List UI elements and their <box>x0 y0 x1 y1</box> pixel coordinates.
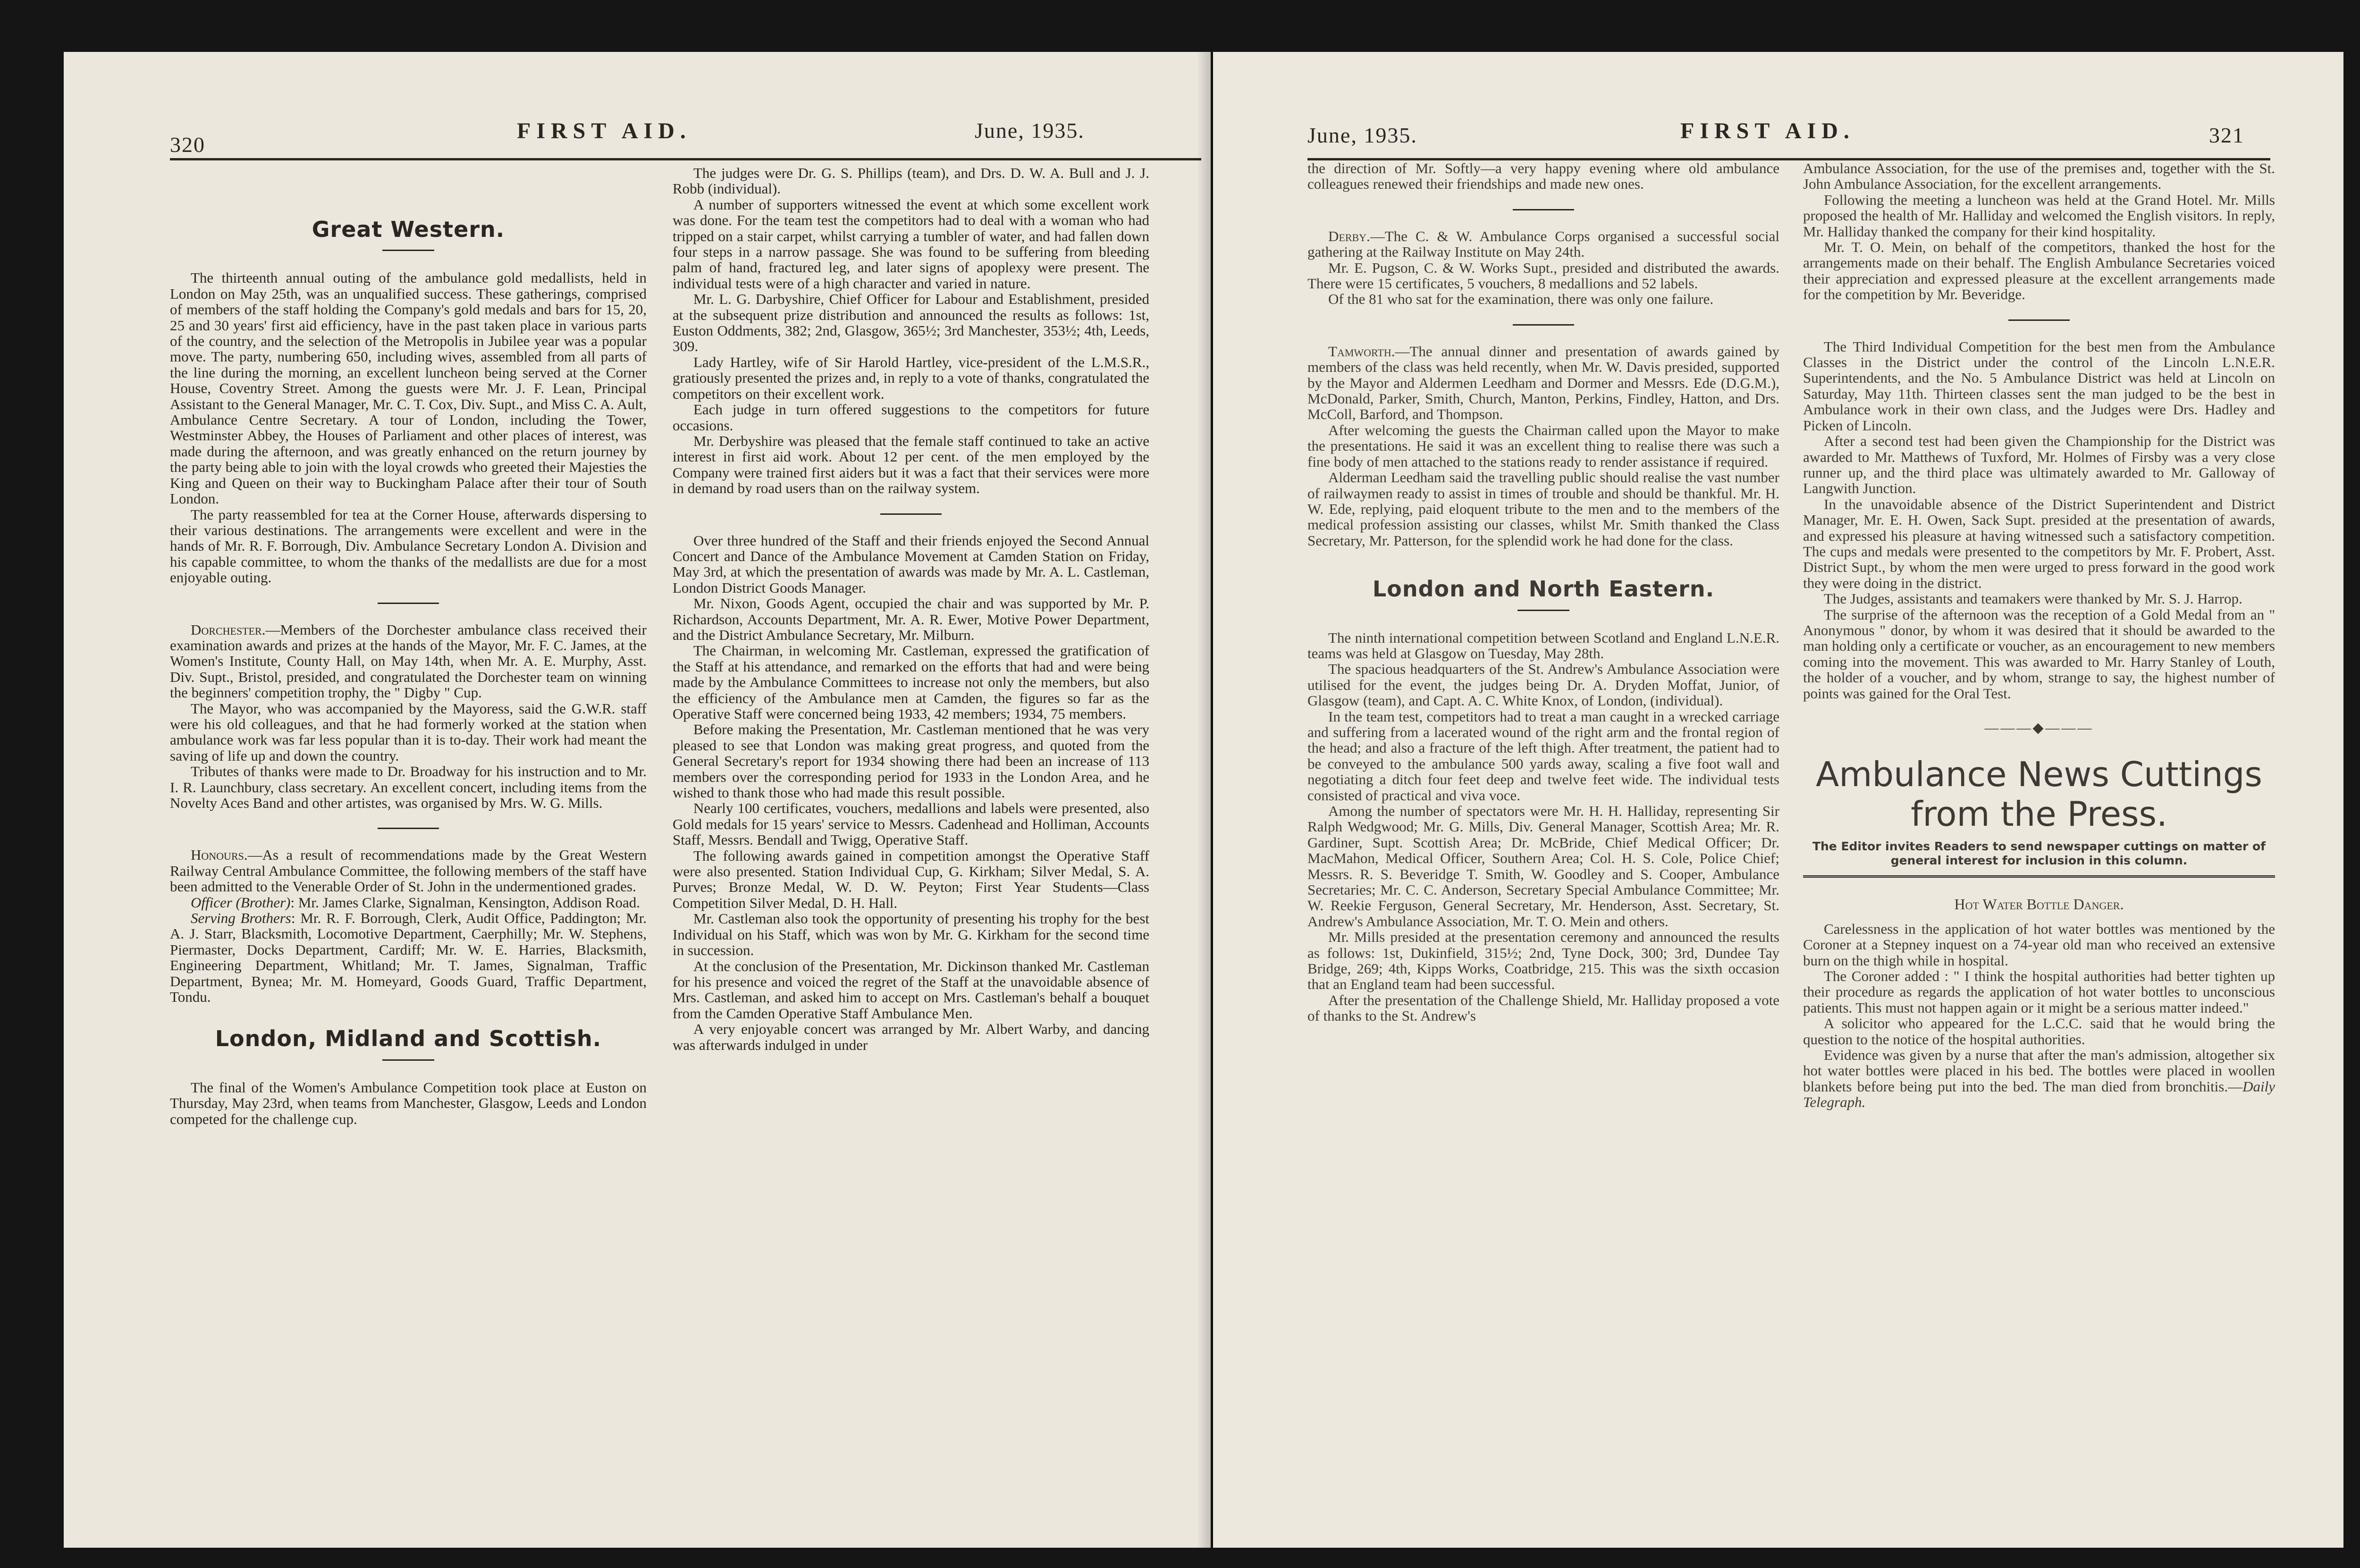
paragraph: In the unavoidable absence of the District Superintendent and District Manager, Mr. E. H. Owen, Sack Supt. presided at the presentation of awards, and expressed his pleasure at having witnessed such a satisfactory competition. The cups and medals were presented to the competitors by Mr. F. Probert, Asst. District Supt., by whom the men were urged to press forward in the good work they were doing in the district. <box>1803 495 2275 591</box>
paragraph: Of the 81 who sat for the examination, there was only one failure. <box>1328 291 1714 308</box>
left-running-head <box>64 113 1211 170</box>
right-page <box>1213 52 2343 1548</box>
paragraph: Mr. T. O. Mein, on behalf of the competitors, thanked the host for the arrangements made on their behalf. The English Ambulance Secretaries voiced their appreciation and expressed pleasure at the excellent arrangements made for the competition by Mr. Beveridge. <box>1803 239 2275 303</box>
paragraph: The following awards gained in competition amongst the Operative Staff were also presented. Station Individual Cup, G. Kirkham; Silver Medal, S. A. Purves; Bronze Medal, W. D. W. Peyton; First Year Students—Class Competition Silver Medal, D. H. Hall. <box>673 847 1149 911</box>
paragraph: Ambulance Association, for the use of the premises and, together with the St. John Ambulance Association, for the excellent arrangements. <box>1803 160 2275 193</box>
separator <box>2008 319 2070 321</box>
column-1 <box>170 193 647 1127</box>
paragraph: After the presentation of the Challenge Shield, Mr. Halliday proposed a vote of thanks to the St. Andrew's <box>1307 991 1779 1024</box>
issue-date-right: June, 1935. <box>1307 123 1417 147</box>
grade-lead: Officer (Brother) <box>191 894 291 911</box>
paragraph: Alderman Leedham said the travelling public should realise the vast number of railwaymen ready to assist in times of trouble and should be thankful. Mr. H. W. Ede, replying, paid eloquent tribute to the men and to the members of the medical profession assisting our classes, whilst Mr. Smith thanked the Class Secretary, Mr. Patterson, for the splendid work he had done for the class. <box>1307 469 1779 549</box>
paragraph: The Mayor, who was accompanied by the Mayoress, said the G.W.R. staff were his old colleagues, and that he had formerly worked at the station when ambulance work was far less popular than it is to-day. Their work had meant the saving of life up and down the country. <box>170 700 647 764</box>
separator <box>378 603 439 604</box>
grade-lead: Serving Brothers <box>191 910 291 927</box>
paragraph: Mr. Derbyshire was pleased that the female staff continued to take an active interest in first aid work. About 12 per cent. of the men employed by the Company were trained first aiders but it was a fact that their services were more in demand by road users than on the railway system. <box>673 432 1149 497</box>
paragraph <box>1803 1047 2275 1110</box>
column-2 <box>673 165 1149 1053</box>
section-heading-lner: London and North Eastern. <box>1372 576 1715 602</box>
running-title-right: FIRST AID. <box>1680 118 1855 143</box>
paragraph: Over three hundred of the Staff and their friends enjoyed the Second Annual Concert and Dance of the Ambulance Movement at Camden Station on Friday, May 3rd, at which the presentation of awards was made by Mr. A. L. Castleman, London District Goods Manager. <box>673 532 1149 596</box>
page-number-left: 320 <box>170 133 205 157</box>
column-4 <box>1803 160 2275 1110</box>
paragraph: The thirteenth annual outing of the ambulance gold medallists, held in London on May 25th, was an unqualified success. These gatherings, comprised of members of the staff holding the Company's gold medals and bars for 15, 20, 25 and 30 years' first aid efficiency, have in the past taken place in various parts of the country, and the selection of the Metropolis in Jubilee year was a popular move. The party, numbering 650, including wives, assembled from all parts of the line during the morning, an excellent luncheon being served at the Corner House, Coventry Street. Among the guests were Mr. J. F. Lean, Principal Assistant to the General Manager, Mr. C. T. Cox, Div. Supt., and Miss C. A. Ault, Ambulance Centre Secretary. A tour of London, including the Tower, Westminster Abbey, the Houses of Parliament and other places of interest, was made during the afternoon, and was greatly enhanced on the return journey by the party being able to join with the loyal crowds who greeted their Majesties the King and Queen on their way to Buckingham Palace after their tour of South London. <box>170 269 647 507</box>
paragraph: A solicitor who appeared for the L.C.C. said that he would bring the question to the notice of the hospital authorities. <box>1803 1015 2275 1048</box>
paragraph: A number of supporters witnessed the event at which some excellent work was done. For the team test the competitors had to deal with a woman who had tripped on a stair carpet, whilst carrying a tumbler of water, and had fallen down four steps in a narrow passage. She was found to be suffering from bleeding palm of hand, fractured leg, and later signs of apoplexy were present. The individual tests were of a high character and varied in nature. <box>673 196 1149 292</box>
paragraph: The Coroner added : " I think the hospital authorities had better tighten up their procedure as regards the application of hot water bottles to unconscious patients. This must not happen again or it might be a serious matter indeed." <box>1803 968 2275 1016</box>
running-title-left: FIRST AID. <box>517 118 691 143</box>
paragraph-text: —Members of the Dorchester ambulance class received their examination awards and prizes at the hands of the Mayor, Mr. F. C. James, at the Women's Institute, County Hall, on May 14th, when Mr. A. E. Murphy, Asst. Div. Supt., Bristol, presided, and congratulated the Dorchester team on winning the beginners' competition trophy, the " Digby " Cup. <box>170 621 647 701</box>
paragraph: The Judges, assistants and teamakers were thanked by Mr. S. J. Harrop. <box>1824 590 2242 607</box>
feature-title-line-2: from the Press. <box>1911 794 2167 834</box>
feature-rule <box>1803 875 2275 878</box>
paragraph: After a second test had been given the Championship for the District was awarded to Mr. Matthews of Tuxford, Mr. Holmes of Firsby was a very close runner up, and the third place was ultimately awarded to Mr. Galloway of Langwith Junction. <box>1803 433 2275 497</box>
separator <box>1513 209 1574 210</box>
paragraph <box>170 895 647 910</box>
paragraph-text: Evidence was given by a nurse that after the man's admission, altogether six hot water bottles were placed in his bed. The bottles were placed in woollen blankets before being put into the bed. The man died from bronchitis.— <box>1803 1047 2275 1095</box>
paragraph: The ninth international competition between Scotland and England L.N.E.R. teams was held at Glasgow on Tuesday, May 28th. <box>1307 629 1779 662</box>
paragraph: Mr. Castleman also took the opportunity of presenting his trophy for the best Individual on his Staff, which was won by Mr. G. Kirkham for the second time in succession. <box>673 910 1149 959</box>
section-heading-lms: London, Midland and Scottish. <box>215 1026 602 1052</box>
paragraph: Mr. Mills presided at the presentation ceremony and announced the results as follows: 1st, Dukinfield, 315½; 2nd, Tyne Dock, 300; 3rd, Dundee Tay Bridge, 269; 4th, Kipps Works, Coatbridge, 215. This was the sixth occasion that an England team had been successful. <box>1307 929 1779 993</box>
column-3 <box>1307 160 1779 1024</box>
place-lead: Derby. <box>1328 227 1370 244</box>
paragraph-text: —The C. & W. Ambulance Corps organised a successful social gathering at the Railway Institute on May 24th. <box>1307 227 1779 260</box>
paragraph: The party reassembled for tea at the Corner House, afterwards dispersing to their various destinations. The arrangements were excellent and were in the hands of Mr. R. F. Borrough, Div. Ambulance Secretary London A. Division and his capable committee, to whom the thanks of the medallists are due for a most enjoyable outing. <box>170 506 647 586</box>
issue-date-left: June, 1935. <box>975 118 1085 143</box>
source-credit: Daily Telegraph. <box>1803 1078 2275 1111</box>
paragraph: Mr. Nixon, Goods Agent, occupied the chair and was supported by Mr. P. Richardson, Accounts Department, Mr. A. R. Ewer, Motive Power Department, and the District Ambulance Secretary, Mr. Milburn. <box>673 595 1149 643</box>
feature-title-line-1: Ambulance News Cuttings <box>1816 755 2262 795</box>
paragraph: The spacious headquarters of the St. Andrew's Ambulance Association were utilised for the event, the judges being Dr. A. Dryden Moffat, Junior, of Glasgow (team), and Capt. A. C. White Knox, of London, (individual). <box>1307 661 1779 709</box>
separator <box>880 513 942 515</box>
place-lead: Honours. <box>191 847 248 864</box>
section-heading-great-western: Great Western. <box>312 217 505 242</box>
paragraph: Before making the Presentation, Mr. Castleman mentioned that he was very pleased to see that London was making great progress, and quoted from the General Secretary's report for 1934 showing there had been an increase of 113 members over the corresponding period for 1933 in the London Area, and he wished to thank those who had made this result possible. <box>673 721 1149 801</box>
paragraph: Each judge in turn offered suggestions to the competitors for future occasions. <box>673 401 1149 434</box>
place-lead: Dorchester. <box>191 621 266 638</box>
short-rule <box>382 250 434 251</box>
paragraph: The final of the Women's Ambulance Competition took place at Euston on Thursday, May 23rd, when teams from Manchester, Glasgow, Leeds and London competed for the challenge cup. <box>170 1079 647 1127</box>
feature-title <box>1803 755 2275 834</box>
separator <box>378 828 439 829</box>
paragraph: Tributes of thanks were made to Dr. Broadway for his instruction and to Mr. I. R. Launchbury, class secretary. An excellent concert, including items from the Novelty Aces Band and other artistes, was organised by Mrs. W. G. Mills. <box>170 763 647 811</box>
paragraph: Mr. E. Pugson, C. & W. Works Supt., presided and distributed the awards. There were 15 certificates, 5 vouchers, 8 medallions and 52 labels. <box>1307 259 1779 292</box>
paragraph: Carelessness in the application of hot water bottles was mentioned by the Coroner at a Stepney inquest on a 74-year old man who received an extensive burn on the thigh while in hospital. <box>1803 920 2275 969</box>
paragraph: A very enjoyable concert was arranged by Mr. Albert Warby, and dancing was afterwards indulged in under <box>673 1021 1149 1053</box>
feature-note: The Editor invites Readers to send newspaper cuttings on matter of general interest for inclusion in this column. <box>1812 839 2266 868</box>
paragraph-text: : Mr. R. F. Borrough, Clerk, Audit Office, Paddington; Mr. A. J. Starr, Blacksmith, Locomotive Department, Caerphilly; Mr. W. Stephens, Piermaster, Docks Department, Cardiff; Mr. W. E. Harries, Blacksmith, Engineering Department, Whitland; Mr. T. James, Signalman, Traffic Department, Bynea; Mr. M. Homeyard, Goods Guard, Traffic Department, Tondu. <box>170 910 647 1006</box>
paragraph-text: : Mr. James Clarke, Signalman, Kensington, Addison Road. <box>290 894 641 911</box>
left-page <box>64 52 1211 1548</box>
short-rule <box>1517 610 1569 611</box>
paragraph <box>1307 228 1779 260</box>
short-rule <box>382 1059 434 1061</box>
paragraph: The judges were Dr. G. S. Phillips (team), and Drs. D. W. A. Bull and J. J. Robb (individual). <box>673 165 1149 197</box>
paragraph: The surprise of the afternoon was the reception of a Gold Medal from an " Anonymous " donor, by whom it was desired that it should be awarded to the man holding only a certificate or voucher, as an encouragement to new members coming into the movement. This was awarded to Mr. Harry Stanley of Louth, the holder of a voucher, and by whom, strange to say, the highest number of points was gained for the Oral Test. <box>1803 606 2275 702</box>
paragraph: Following the meeting a luncheon was held at the Grand Hotel. Mr. Mills proposed the health of Mr. Halliday and welcomed the English visitors. In reply, Mr. Halliday thanked the company for their kind hospitality. <box>1803 191 2275 240</box>
place-lead: Tamworth. <box>1328 343 1395 360</box>
paragraph <box>170 847 647 894</box>
paragraph <box>1307 344 1779 422</box>
paragraph: After welcoming the guests the Chairman called upon the Mayor to make the presentations. He said it was an excellent thing to realise there was such a fine body of men attached to the stations ready to render assistance if required. <box>1307 421 1779 470</box>
paragraph-text: —As a result of recommendations made by the Great Western Railway Central Ambulance Committee, the following members of the staff have been admitted to the Venerable Order of St. John in the undermentioned grades. <box>170 847 647 895</box>
paragraph: In the team test, competitors had to treat a man caught in a wrecked carriage and suffering from a lacerated wound of the right arm and the frontal region of the head; and also a fracture of the left thigh. After treatment, the patient had to be conveyed to the ambulance 500 yards away, scaling a five foot wall and negotiating a ditch four feet deep and twelve feet wide. The individual tests consisted of practical and viva voce. <box>1307 708 1779 804</box>
paragraph: Lady Hartley, wife of Sir Harold Hartley, vice-president of the L.M.S.R., gratiously presented the prizes and, in reply to a vote of thanks, congratulated the competitors on their excellent work. <box>673 353 1149 402</box>
paragraph: The Chairman, in welcoming Mr. Castleman, expressed the gratification of the Staff at his attendance, and remarked on the efforts that had and were being made by the Ambulance Committees to increase not only the members, but also the efficiency of the Ambulance men at Camden, the figures so far as the Operative Staff were concerned being 1933, 42 members; 1934, 75 members. <box>673 642 1149 722</box>
header-rule-left <box>170 158 1201 160</box>
paragraph: Mr. L. G. Darbyshire, Chief Officer for Labour and Establishment, presided at the subsequent prize distribution and announced the results as follows: 1st, Euston Oddments, 382; 2nd, Glasgow, 365½; 3rd Manchester, 353½; 4th, Leeds, 309. <box>673 291 1149 355</box>
ornament-divider: ———◆——— <box>1984 720 2094 736</box>
paragraph: At the conclusion of the Presentation, Mr. Dickinson thanked Mr. Castleman for his presence and voiced the regret of the Staff at the unavoidable absence of Mrs. Castleman, and asked him to accept on Mrs. Castleman's behalf a bouquet from the Camden Operative Staff Ambulance Men. <box>673 957 1149 1022</box>
paragraph: The Third Individual Competition for the best men from the Ambulance Classes in the District under the control of the Lincoln L.N.E.R. Superintendents, and the No. 5 Ambulance District was held at Lincoln on Saturday, May 11th. Thirteen classes sent the man judged to be the best in Ambulance work in their own class, and the Judges were Drs. Hadley and Picken of Lincoln. <box>1803 338 2275 434</box>
paragraph <box>170 910 647 1005</box>
paragraph <box>170 622 647 701</box>
paragraph-text: —The annual dinner and presentation of awards gained by members of the class was held recently, when Mr. W. Davis presided, supported by the Mayor and Aldermen Leedham and Dormer and Messrs. Ede (D.G.M.), McDonald, Parker, Smith, Church, Manton, Perkins, Findley, Hatton, and Drs. McColl, Barford, and Thompson. <box>1307 343 1779 423</box>
paragraph: the direction of Mr. Softly—a very happy evening where old ambulance colleagues renewed their friendships and made new ones. <box>1307 160 1779 193</box>
cutting-subheading: Hot Water Bottle Danger. <box>1954 896 2124 913</box>
paragraph: Nearly 100 certificates, vouchers, medallions and labels were presented, also Gold medals for 15 years' service to Messrs. Cadenhead and Holliman, Accounts Staff, Messrs. Bendall and Twigg, Operative Staff. <box>673 800 1149 848</box>
separator <box>1513 324 1574 326</box>
paragraph: Among the number of spectators were Mr. H. H. Halliday, representing Sir Ralph Wedgwood; Mr. G. Mills, Div. General Manager, Scottish Area; Mr. R. Gardiner, Supt. Scottish Area; Dr. McBride, Chief Medical Officer; Dr. MacMahon, Medical Officer, Southern Area; Col. H. S. Cole, Police Chief; Messrs. R. S. Beveridge T. Smith, W. Goodley and S. Cooper, Ambulance Secretaries; Mr. C. C. Anderson, Secretary Special Ambulance Committee; Mr. W. Reekie Ferguson, General Secretary, Mr. Henderson, Asst. Secretary, St. Andrew's Ambulance Association, Mr. T. O. Mein and others. <box>1307 803 1779 930</box>
page-number-right: 321 <box>2209 123 2244 147</box>
